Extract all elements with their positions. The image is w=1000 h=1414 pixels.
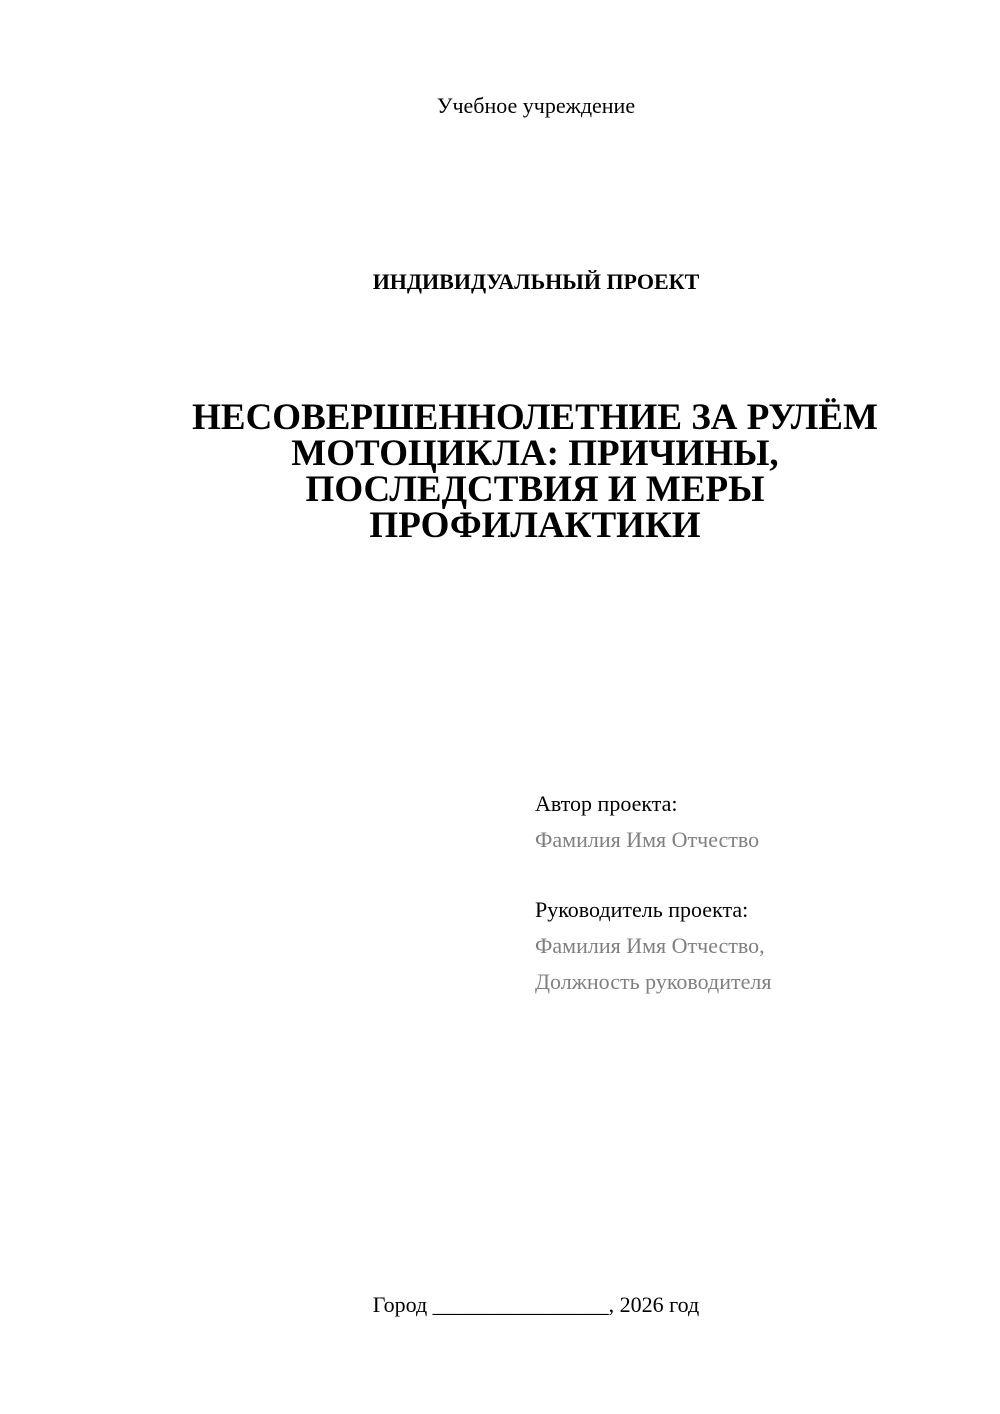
city-year-footer: Город ________________, 2026 год bbox=[372, 1292, 700, 1317]
supervisor-block bbox=[535, 892, 955, 1000]
author-name: Фамилия Имя Отчество bbox=[535, 827, 760, 852]
supervisor-position: Должность руководителя bbox=[535, 969, 772, 994]
supervisor-name: Фамилия Имя Отчество, bbox=[535, 933, 765, 958]
author-block bbox=[535, 786, 955, 858]
project-title: НЕСОВЕРШЕННОЛЕТНИЕ ЗА РУЛЁМ МОТОЦИКЛА: ПРИЧИНЫ, ПОСЛЕДСТВИЯ И МЕРЫ ПРОФИЛАКТИКИ bbox=[192, 397, 878, 546]
supervisor-label: Руководитель проекта: bbox=[535, 897, 749, 922]
author-label: Автор проекта: bbox=[535, 791, 678, 816]
institution-name: Учебное учреждение bbox=[436, 93, 636, 118]
project-type-heading: ИНДИВИДУАЛЬНЫЙ ПРОЕКТ bbox=[372, 269, 700, 294]
